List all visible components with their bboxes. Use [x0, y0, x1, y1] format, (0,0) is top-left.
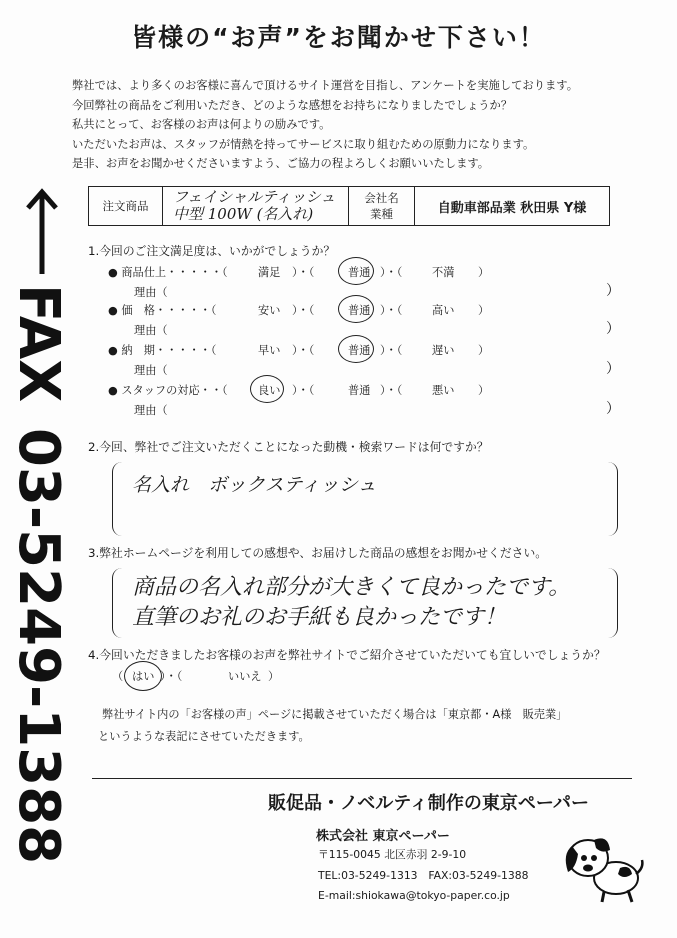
q1-opt3[interactable]: 不満 — [432, 266, 455, 279]
q1-row — [108, 302, 216, 318]
q2-answer: 名入れ ボックスティッシュ — [132, 474, 377, 496]
company-label-2: 業種 — [370, 207, 393, 221]
q1-opt1[interactable]: 安い — [258, 304, 281, 317]
company-value: 自動車部品業 秋田県 Y様 — [437, 200, 587, 216]
q1-close: ） — [478, 344, 490, 357]
q1-sep: ）・（ — [380, 384, 403, 397]
company-label — [349, 187, 415, 225]
order-table — [88, 186, 610, 226]
q4-question: 4.今回いただきましたお客様のお声を弊社サイトでご紹介させていただいても宜しいでしょうか？ — [88, 648, 606, 662]
q1-sep: ）・（ — [380, 344, 403, 357]
q1-row — [108, 342, 216, 358]
fax-number — [6, 284, 71, 865]
q1-opt2[interactable]: 普通 — [348, 384, 371, 397]
reason-label: 理由（ — [134, 364, 168, 377]
arrow-up-icon — [22, 186, 62, 276]
reason-close: ） — [606, 401, 620, 417]
q3-answer-line: 商品の名入れ部分が大きくて良かったです。 — [132, 575, 571, 600]
q1-row-label: ● 価 格・・・・・（ — [108, 304, 217, 317]
reason-close: ） — [606, 283, 620, 299]
q4-sep: ）・（ — [160, 670, 183, 683]
company-email[interactable]: E-mail:shiokawa@tokyo-paper.co.jp — [318, 889, 510, 902]
page-title: 皆様の“お声”をお聞かせ下さい！ — [131, 23, 546, 52]
reason-label: 理由（ — [134, 404, 168, 417]
company-label-1: 会社名 — [364, 191, 399, 205]
dog-mascot-icon — [558, 828, 646, 906]
q2-question: 2.今回、弊社でご注文いただくことになった動機・検索ワードは何ですか？ — [88, 440, 489, 454]
selected-circle — [250, 375, 284, 403]
reason-close: ） — [606, 321, 620, 337]
q1-sep: ）・（ — [292, 344, 315, 357]
q1-opt1[interactable]: 早い — [258, 344, 281, 357]
selected-circle — [338, 257, 374, 285]
q1-sep: ）・（ — [292, 304, 315, 317]
q4-paren: （ — [112, 670, 124, 683]
reason-close: ） — [606, 361, 620, 377]
intro-line: 私共にとって、お客様のお声は何よりの励みです。 — [72, 118, 331, 131]
selected-circle — [338, 335, 374, 363]
q4-note: というような表記にさせていただきます。 — [98, 730, 310, 743]
q1-row-label: ● 商品仕上・・・・・（ — [108, 266, 228, 279]
product-label: 注文商品 — [89, 187, 163, 225]
fax-label: FAX — [6, 284, 71, 403]
q4-no[interactable]: いいえ — [228, 670, 262, 683]
q1-close: ） — [478, 384, 490, 397]
q1-opt3[interactable]: 遅い — [432, 344, 455, 357]
intro-line: 是非、お声をお聞かせくださいますよう、ご協力の程よろしくお願いいたします。 — [72, 157, 490, 170]
q1-sep: ）・（ — [292, 384, 315, 397]
q1-close: ） — [478, 266, 490, 279]
company-name: 株式会社 東京ペーパー — [316, 829, 450, 844]
product-line: フェイシャルティッシュ — [173, 188, 336, 206]
q1-opt1[interactable]: 良い — [258, 384, 281, 397]
q1-opt2[interactable]: 普通 — [348, 344, 371, 357]
q1-opt3[interactable]: 悪い — [432, 384, 455, 397]
divider — [92, 778, 632, 779]
product-value — [163, 187, 349, 225]
company-address: 〒115-0045 北区赤羽 2-9-10 — [318, 848, 467, 861]
q1-question: 1.今回のご注文満足度は、いかがでしょうか？ — [88, 244, 336, 258]
q3-answer-line: 直筆のお礼のお手紙も良かったです！ — [132, 605, 507, 630]
q1-sep: ）・（ — [380, 304, 403, 317]
q1-row-label: ● 納 期・・・・・（ — [108, 344, 217, 357]
q1-opt2[interactable]: 普通 — [348, 266, 371, 279]
q1-row — [108, 264, 228, 280]
q1-opt3[interactable]: 高い — [432, 304, 455, 317]
q1-sep: ）・（ — [292, 266, 315, 279]
intro-line: 今回弊社の商品をご利用いただき、どのような感想をお持ちになりましたでしょうか？ — [72, 98, 513, 112]
q4-note: 弊社サイト内の「お客様の声」ページに掲載させていただく場合は「東京都・A様 販売業」 — [102, 708, 568, 721]
q4-close: ） — [268, 670, 280, 683]
intro-line: 弊社では、より多くのお客様に喜んで頂けるサイト運営を目指し、アンケートを実施しております。 — [72, 79, 578, 92]
q1-opt1[interactable]: 満足 — [258, 266, 281, 279]
q1-row-label: ● スタッフの対応・・（ — [108, 384, 228, 397]
q1-close: ） — [478, 304, 490, 317]
q1-opt2[interactable]: 普通 — [348, 304, 371, 317]
intro-text — [72, 76, 578, 174]
q1-row — [108, 382, 228, 398]
q4-yes[interactable]: はい — [132, 670, 155, 683]
q1-sep: ）・（ — [380, 266, 403, 279]
product-line: 中型 100W (名入れ) — [173, 205, 314, 223]
intro-line: いただいたお声は、スタッフが情熱を持ってサービスに取り組むための原動力になります。 — [72, 137, 535, 151]
reason-label: 理由（ — [134, 286, 168, 299]
reason-label: 理由（ — [134, 324, 168, 337]
company-headline: 販促品・ノベルティ制作の東京ペーパー — [268, 793, 589, 814]
fax-digits: 03-5249-1388 — [6, 428, 71, 865]
company-tel-fax: TEL:03-5249-1313 FAX:03-5249-1388 — [318, 869, 529, 882]
q3-question: 3.弊社ホームページを利用しての感想や、お届けした商品の感想をお聞かせください。 — [88, 546, 548, 560]
selected-circle — [124, 661, 162, 691]
selected-circle — [338, 295, 374, 323]
